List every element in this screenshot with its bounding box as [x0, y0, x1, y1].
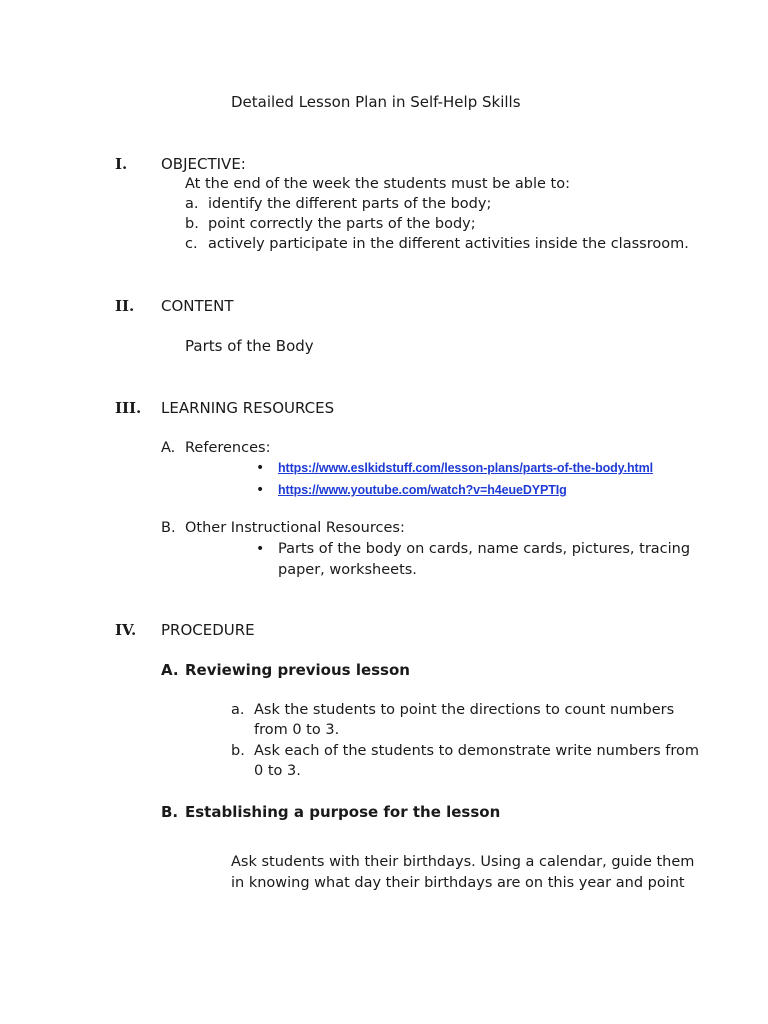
references-marker: A.: [161, 440, 176, 456]
objective-item-text: point correctly the parts of the body;: [208, 216, 476, 232]
section-numeral-procedure: IV.: [115, 621, 137, 639]
objective-item-marker: c.: [185, 236, 198, 252]
section-heading-procedure: PROCEDURE: [161, 621, 255, 639]
other-resources-marker: B.: [161, 520, 176, 536]
reviewing-item-text: 0 to 3.: [254, 763, 301, 779]
objective-item-marker: b.: [185, 216, 199, 232]
reviewing-marker: A.: [161, 661, 179, 679]
other-resources-label: Other Instructional Resources:: [185, 520, 405, 536]
section-heading-content: CONTENT: [161, 297, 234, 315]
reviewing-item-text: Ask each of the students to demonstrate write numbers from: [254, 743, 699, 759]
objective-item-text: identify the different parts of the body;: [208, 196, 492, 212]
other-resources-text: paper, worksheets.: [278, 562, 417, 578]
other-resources-text: Parts of the body on cards, name cards, pictures, tracing: [278, 541, 691, 557]
reviewing-item-marker: a.: [231, 702, 245, 718]
bullet-icon: •: [256, 460, 265, 476]
document-title: Detailed Lesson Plan in Self-Help Skills: [231, 93, 521, 111]
reviewing-label: Reviewing previous lesson: [185, 661, 410, 679]
objective-intro: At the end of the week the students must be able to:: [185, 176, 570, 192]
reviewing-item-text: from 0 to 3.: [254, 722, 340, 738]
purpose-marker: B.: [161, 803, 179, 821]
section-numeral-resources: III.: [115, 399, 142, 417]
reviewing-item-text: Ask the students to point the directions to count numbers: [254, 702, 675, 718]
references-label: References:: [185, 440, 271, 456]
purpose-text: in knowing what day their birthdays are on this year and point: [231, 875, 685, 891]
reviewing-item-marker: b.: [231, 743, 245, 759]
section-numeral-content: II.: [115, 297, 135, 315]
bullet-icon: •: [256, 482, 265, 498]
section-numeral-objective: I.: [115, 155, 128, 173]
content-topic: Parts of the Body: [185, 337, 314, 355]
reference-link[interactable]: https://www.eslkidstuff.com/lesson-plans/parts-of-the-body.html: [278, 461, 653, 475]
purpose-text: Ask students with their birthdays. Using a calendar, guide them: [231, 854, 695, 870]
purpose-label: Establishing a purpose for the lesson: [185, 803, 501, 821]
objective-item-text: actively participate in the different activities inside the classroom.: [208, 236, 689, 252]
section-heading-resources: LEARNING RESOURCES: [161, 399, 335, 417]
bullet-icon: •: [256, 541, 265, 557]
reference-link[interactable]: https://www.youtube.com/watch?v=h4eueDYPTIg: [278, 483, 567, 497]
objective-item-marker: a.: [185, 196, 199, 212]
section-heading-objective: OBJECTIVE:: [161, 155, 246, 173]
